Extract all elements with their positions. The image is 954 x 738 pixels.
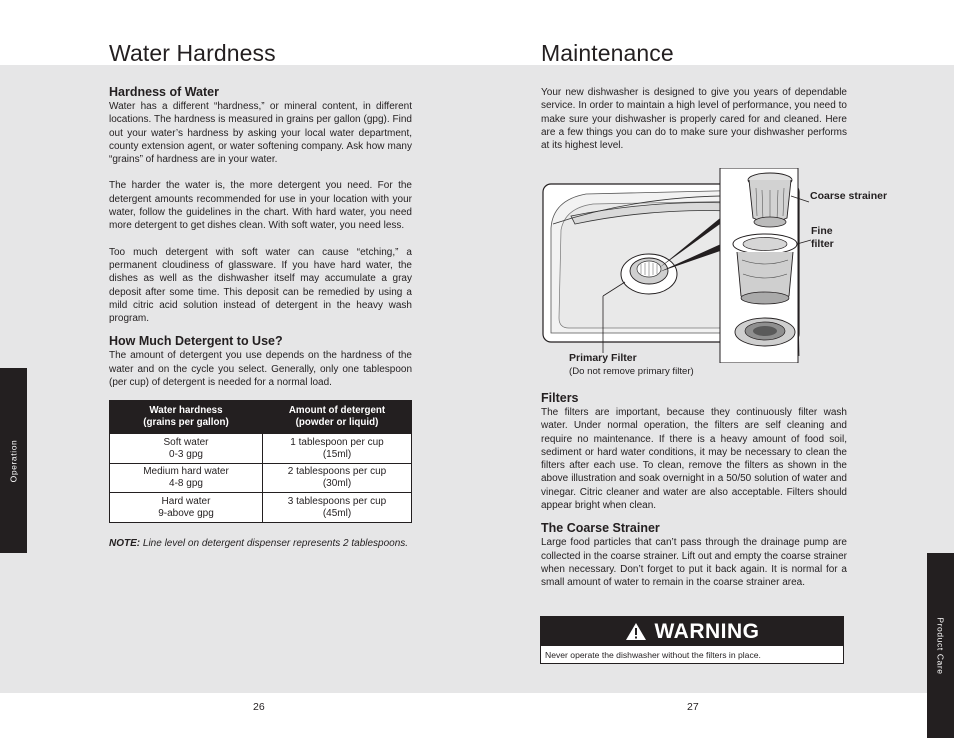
filter-illustration [541,168,851,363]
table-row [110,493,412,523]
hardness-paragraph-2: The harder the water is, the more detergent you need. For the detergent amounts recommended for use in your location with your water, follow the guidelines in the chart. With hard water, you need more detergent to get dishes clean. With soft water, you need less. [109,180,412,232]
coarse-strainer-drawing [748,173,792,227]
page-number-right: 27 [687,701,699,713]
table-cell-amount: 1 tablespoon per cup (15ml) [263,434,412,464]
label-primary-filter-note: (Do not remove primary filter) [569,366,694,377]
maintenance-intro [541,86,847,152]
label-primary-filter: Primary Filter [569,352,637,364]
table-header-row [110,401,412,434]
detergent-table [109,400,412,523]
warning-title: WARNING [654,619,760,643]
hardness-paragraph-3: Too much detergent with soft water can cause “etching,” a permanent cloudiness of glassware. If you have hard water, the dishes as well as the dishwasher itself may accumulate a gray deposit after some time. This deposit can be remedied by using a mild citric acid solution instead of detergent in the heavy wash program. [109,246,412,325]
label-coarse-strainer: Coarse strainer [810,190,888,202]
side-tab-product-care: Product Care [927,553,954,738]
water-hardness-column [109,85,412,550]
warning-header [541,617,843,646]
note-text: Line level on detergent dispenser represents 2 tablespoons. [140,537,409,549]
table-row [110,434,412,464]
warning-triangle-icon [625,622,647,641]
fine-filter-drawing [733,234,797,304]
warning-text: Never operate the dishwasher without the filters in place. [545,650,761,660]
table-header-detergent: Amount of detergent (powder or liquid) [263,401,412,434]
table-cell-hardness: Hard water 9-above gpg [110,493,263,523]
table-cell-hardness: Soft water 0-3 gpg [110,434,263,464]
table-header-hardness: Water hardness (grains per gallon) [110,401,263,434]
page-title-maintenance: Maintenance [541,40,674,66]
table-row [110,463,412,493]
detergent-note [109,537,412,550]
sump-drawing [735,318,795,346]
table-cell-amount: 2 tablespoons per cup (30ml) [263,463,412,493]
coarse-strainer-paragraph: Large food particles that can’t pass through the drainage pump are collected in the coarse strainer. Lift out and empty the coarse strainer when necessary. Don’t forget to put it back again. It is normal for a small amount of water to remain in the coarse strainer area. [541,537,847,589]
heading-how-much-detergent: How Much Detergent to Use? [109,334,283,349]
page-title-water-hardness: Water Hardness [109,40,276,66]
table-cell-amount: 3 tablespoons per cup (45ml) [263,493,412,523]
page-number-left: 26 [253,701,265,713]
filters-section [541,391,847,590]
table-cell-hardness: Medium hard water 4-8 gpg [110,463,263,493]
filters-paragraph: The filters are important, because they continuously filter wash water. Under normal operation, the filters are self cleaning and require no maintenance. If there is a heavy amount of food soil, sediment or hard water conditions, it may be necessary to clean the filters after each use. To clean, remove the filters as shown in the above illustration and soak overnight in a 50/50 solution of water and vinegar. Citric cleaner and water are also acceptable. Filters should appear bright when clean. [541,407,847,512]
maintenance-intro-paragraph: Your new dishwasher is designed to give you years of dependable service. In order to maintain a high level of performance, you need to make sure your dishwasher is properly cared for and cleaned. Here are a few things you can do to make sure your dishwasher performs at its highest level. [541,87,847,152]
side-tab-operation: Operation [0,368,27,553]
note-label: NOTE: [109,537,141,549]
warning-box [540,616,844,664]
label-fine-filter: Fine filter [811,225,834,250]
heading-filters: Filters [541,391,579,405]
hardness-paragraph-1: Water has a different “hardness,” or mineral content, in different locations. The hardness is measured in grains per gallon (gpg). Find out your water’s hardness by asking your local water department, county extension agent, or water softening company. Ask how many “grains” of hardness are in your water. [109,101,412,166]
detergent-paragraph: The amount of detergent you use depends on the hardness of the water and on the cycle you select. Generally, only one tablespoon (per cup) of detergent is needed for a normal load. [109,350,412,389]
heading-hardness-of-water: Hardness of Water [109,85,219,99]
heading-coarse-strainer: The Coarse Strainer [541,521,660,536]
